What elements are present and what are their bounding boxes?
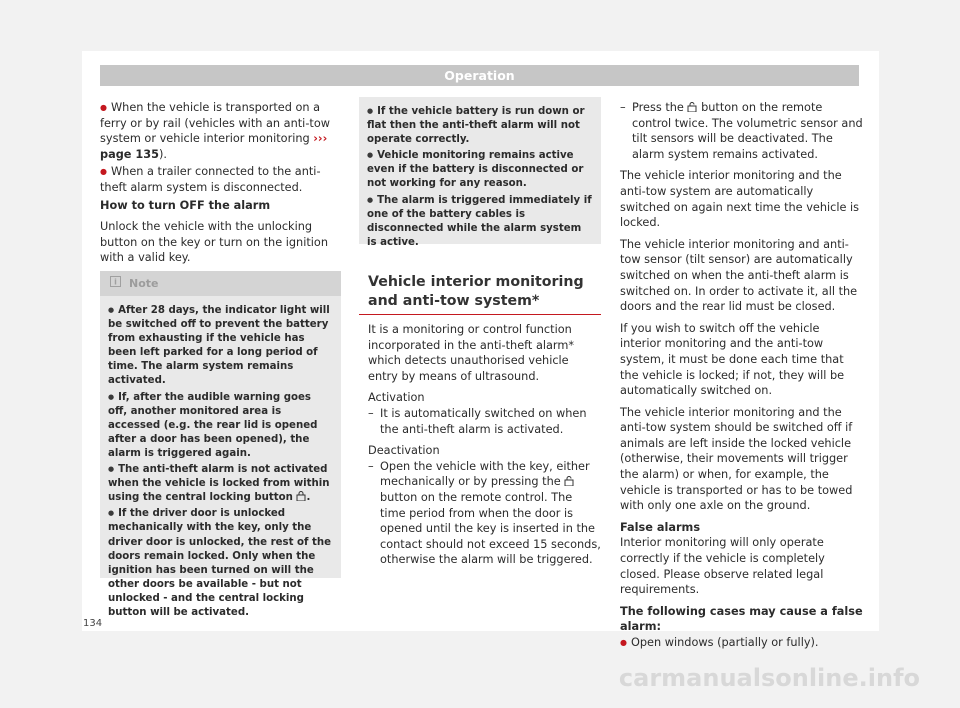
- list-item: ● The anti-theft alarm is not activated when the vehicle is locked from within using the central locking button .: [108, 462, 333, 505]
- page-link[interactable]: page 135: [100, 147, 159, 161]
- paragraph: It is a monitoring or control function incorporated in the anti-theft alarm* which detects unauthorised vehicle entry by means of ultrasound.: [368, 323, 575, 383]
- paragraph: Unlock the vehicle with the unlocking button on the key or turn on the ignition with a valid key.: [100, 220, 328, 265]
- list-item: – Press the button on the remote control twice. The volumetric sensor and tilt sensors will be deactivated. The alarm system remains activated.: [620, 100, 863, 162]
- subheading: Activation: [368, 391, 425, 405]
- info-icon: [110, 271, 121, 296]
- subheading: The following cases may cause a false alarm:: [620, 604, 863, 634]
- page-link-arrow[interactable]: ›››: [313, 132, 328, 146]
- unlock-icon: [687, 102, 697, 112]
- subheading: Deactivation: [368, 444, 440, 458]
- note-header: [100, 271, 341, 296]
- svg-text:i: i: [114, 277, 117, 287]
- warning-body: [359, 97, 601, 250]
- note-label: Note: [129, 277, 159, 290]
- list-item: ● If, after the audible warning goes off, another monitored area is accessed (e.g. the rear lid is opened after a door has been opened), the alarm is triggered again.: [108, 390, 333, 461]
- section-title: Vehicle interior monitoring and anti-tow system*: [368, 274, 584, 309]
- section-divider: [359, 314, 601, 315]
- list-item: – Open the vehicle with the key, either mechanically or by pressing the button on the remote control. The time period from when the door is opened until the key is inserted in the contact should not exceed 15 seconds, otherwise the alarm will be triggered.: [368, 459, 601, 568]
- list-item: ● The alarm is triggered immediately if one of the battery cables is disconnected while the alarm system is active.: [367, 193, 593, 250]
- list-item: ● When the vehicle is transported on a ferry or by rail (vehicles with an anti-tow system or vehicle interior monitoring ››› page 135).: [100, 100, 343, 162]
- list-item: – It is automatically switched on when the anti-theft alarm is activated.: [368, 406, 601, 437]
- note-body: [100, 296, 341, 620]
- column-2: [368, 322, 601, 574]
- subheading: How to turn OFF the alarm: [100, 198, 271, 212]
- paragraph: The vehicle interior monitoring and the anti-tow system should be switched off if animals are left inside the locked vehicle (otherwise, their movements will trigger the alarm) or when, for example, the vehicle is transported or has to be towed with only one axle on the ground.: [620, 405, 853, 513]
- paragraph: If you wish to switch off the vehicle interior monitoring and the anti-tow system, it must be done each time that the vehicle is locked; if not, they will be automatically switched on.: [620, 321, 845, 398]
- list-item: ● Open windows (partially or fully).: [620, 635, 863, 651]
- unlock-icon: [564, 476, 574, 486]
- lock-icon: [296, 491, 306, 501]
- paragraph: The vehicle interior monitoring and anti-tow sensor (tilt sensor) are automatically switched on when the anti-theft alarm is switched on. In order to activate it, all the doors and the rear lid must be closed.: [620, 237, 858, 314]
- paragraph: Interior monitoring will only operate correctly if the vehicle is completely closed. Please observe related legal requirements.: [620, 536, 825, 597]
- list-item: ● If the vehicle battery is run down or flat then the anti-theft alarm will not operate correctly.: [367, 104, 593, 147]
- watermark: carmanualsonline.info: [618, 664, 920, 692]
- column-3: [620, 100, 863, 653]
- paragraph: The vehicle interior monitoring and the anti-tow system are automatically switched on again next time the vehicle is locked.: [620, 169, 860, 230]
- column-1: [100, 100, 343, 272]
- page-header: Operation: [100, 65, 859, 86]
- list-item: ● Vehicle monitoring remains active even if the battery is disconnected or not working for any reason.: [367, 148, 593, 191]
- note-box: [100, 271, 341, 618]
- list-item: ● When a trailer connected to the anti-theft alarm system is disconnected.: [100, 164, 343, 195]
- subheading: False alarms: [620, 520, 701, 534]
- warning-box: [359, 97, 601, 248]
- list-item: ● After 28 days, the indicator light will be switched off to prevent the battery from exhausting if the vehicle has been left parked for a long period of time. The alarm system remains activated.: [108, 303, 333, 389]
- list-item: ● If the driver door is unlocked mechanically with the key, only the driver door is unlocked, the rest of the doors remain locked. Only when the ignition has been turned on will the other doors be available - but not unlocked - and the central locking button will be activated.: [108, 506, 333, 620]
- page-number: 134: [83, 618, 103, 629]
